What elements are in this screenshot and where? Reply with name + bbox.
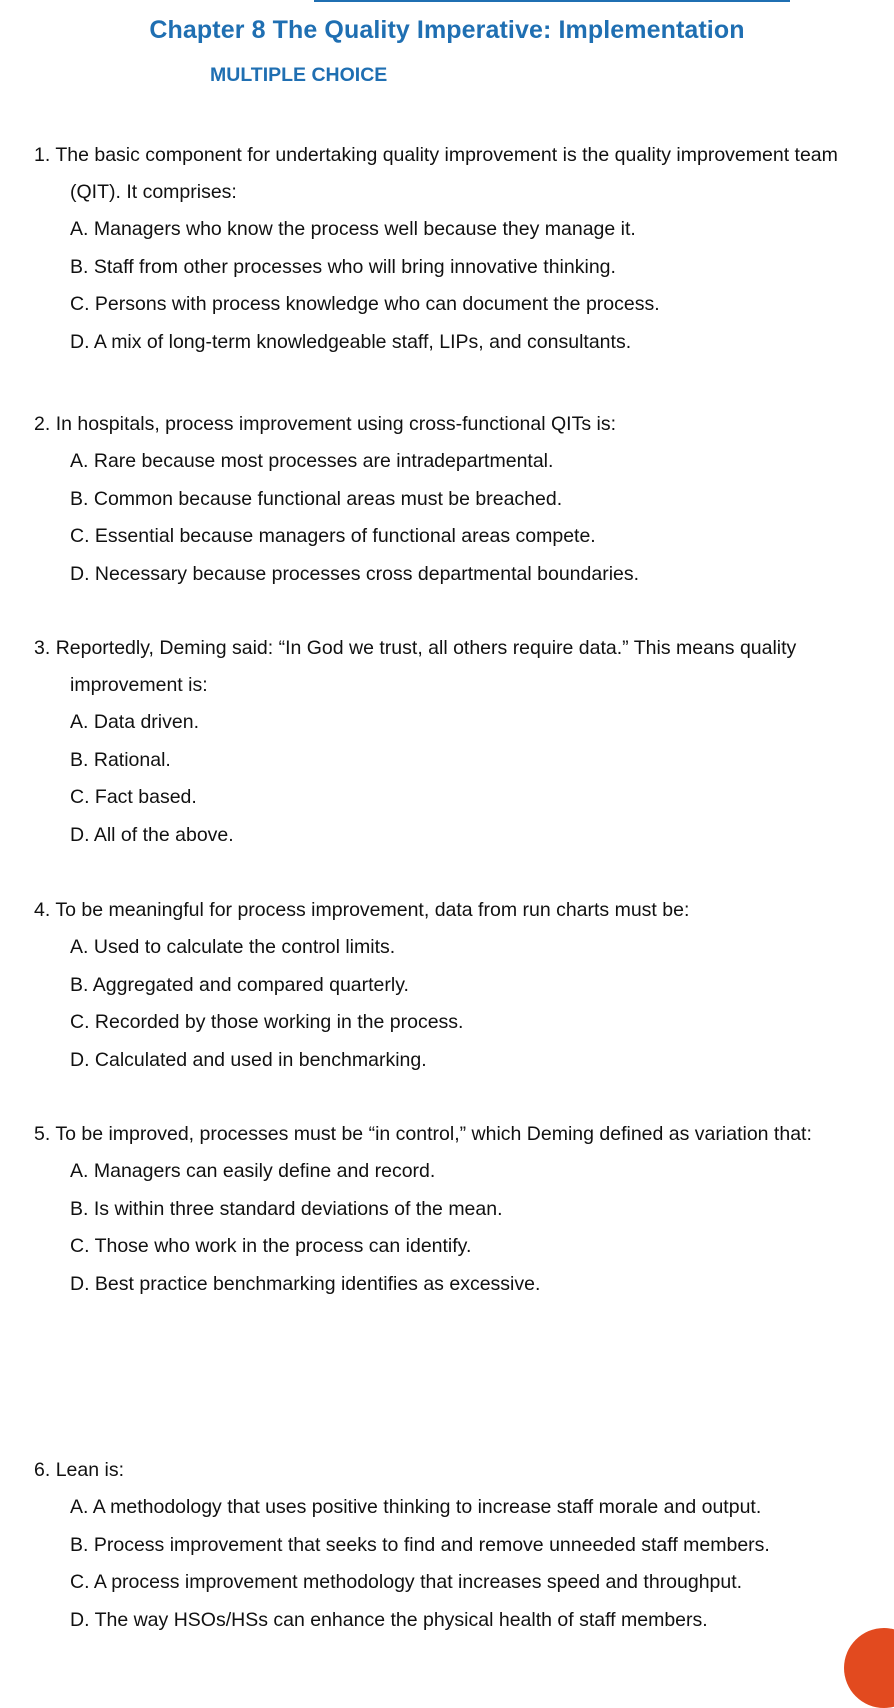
option-d [0,556,894,594]
question-3 [0,630,894,854]
option-text: Fact based. [94,786,197,808]
option-b [0,481,894,519]
option-letter: C. [70,1235,90,1257]
option-a [0,1153,894,1191]
option-text: Managers can easily define and record. [93,1160,436,1182]
question-5 [0,1116,894,1303]
option-letter: B. [70,973,89,996]
option-c [0,1564,894,1602]
option-text: Calculated and used in benchmarking. [94,1048,427,1071]
option-letter: D. [70,1608,90,1631]
option-letter: A. [70,450,89,472]
option-d [0,1042,894,1080]
option-letter: B. [70,487,89,510]
option-letter: D. [70,562,90,585]
option-b [0,742,894,780]
question-text: In hospitals, process improvement using cross-functional QITs is: [55,413,616,435]
option-letter: C. [70,293,90,315]
option-text: Rare because most processes are intradepartmental. [93,450,554,472]
option-text: Persons with process knowledge who can document the process. [94,293,660,315]
option-c [0,1228,894,1266]
option-d [0,1266,894,1304]
option-text: Essential because managers of functional areas compete. [94,525,596,547]
option-text: Rational. [93,748,171,771]
top-rule [314,0,790,2]
option-text: Best practice benchmarking identifies as excessive. [94,1272,541,1295]
question-stem [0,630,890,704]
option-text: Aggregated and compared quarterly. [92,973,409,996]
option-letter: A. [70,218,89,240]
option-b [0,1527,894,1565]
question-number: 3. [34,637,51,659]
option-b [0,249,894,287]
option-text: Process improvement that seeks to find and remove unneeded staff members. [93,1533,770,1556]
option-letter: B. [70,255,89,278]
question-stem [0,406,890,443]
question-number: 1. [34,144,51,166]
option-a [0,211,894,249]
question-1 [0,137,894,361]
option-text: A methodology that uses positive thinking to increase staff morale and output. [92,1496,762,1518]
option-c [0,1004,894,1042]
option-d [0,1602,894,1640]
option-letter: A. [70,1160,89,1182]
question-text: Reportedly, Deming said: “In God we trust, all others require data.” This means quality improvement is: [55,637,797,696]
question-4 [0,892,894,1079]
question-text: To be meaningful for process improvement, data from run charts must be: [55,899,690,921]
option-a [0,704,894,742]
option-text: A process improvement methodology that increases speed and throughput. [93,1571,743,1593]
option-c [0,518,894,556]
option-b [0,967,894,1005]
option-text: Managers who know the process well because they manage it. [93,218,636,240]
question-stem [0,137,890,211]
option-letter: A. [70,1496,89,1518]
option-text: The way HSOs/HSs can enhance the physical health of staff members. [94,1608,708,1631]
option-d [0,817,894,855]
question-number: 5. [34,1123,51,1145]
question-stem [0,1452,890,1489]
option-b [0,1191,894,1229]
chapter-title: Chapter 8 The Quality Imperative: Implementation [149,16,745,44]
question-stem [0,892,890,929]
option-letter: A. [70,711,89,733]
option-letter: C. [70,525,90,547]
option-letter: C. [70,1571,90,1593]
question-text: Lean is: [55,1459,124,1481]
option-letter: B. [70,1197,89,1220]
option-text: Data driven. [93,711,199,733]
option-text: All of the above. [93,823,234,846]
option-letter: C. [70,1011,90,1033]
option-text: Recorded by those working in the process. [94,1011,464,1033]
question-6 [0,1452,894,1639]
option-text: Used to calculate the control limits. [93,936,396,958]
option-text: Is within three standard deviations of the mean. [93,1197,503,1220]
option-letter: B. [70,1533,89,1556]
option-letter: B. [70,748,89,771]
option-letter: A. [70,936,89,958]
option-letter: D. [70,330,90,353]
question-text: To be improved, processes must be “in control,” which Deming defined as variation that: [55,1123,812,1145]
option-a [0,1489,894,1527]
question-text: The basic component for undertaking quality improvement is the quality improvement team (QIT). It comprises: [55,144,838,203]
question-stem [0,1116,890,1153]
option-text: Necessary because processes cross departmental boundaries. [94,562,640,585]
question-number: 4. [34,899,51,921]
question-2 [0,406,894,593]
option-letter: C. [70,786,90,808]
option-d [0,324,894,362]
option-text: Common because functional areas must be breached. [93,487,563,510]
option-c [0,286,894,324]
question-number: 2. [34,413,51,435]
option-letter: D. [70,1048,90,1071]
option-text: A mix of long-term knowledgeable staff, LIPs, and consultants. [93,330,632,353]
section-title: MULTIPLE CHOICE [210,64,388,86]
option-letter: D. [70,823,90,846]
option-a [0,929,894,967]
option-text: Those who work in the process can identify. [94,1235,472,1257]
option-c [0,779,894,817]
option-letter: D. [70,1272,90,1295]
question-number: 6. [34,1459,51,1481]
floating-action-button[interactable] [844,1628,894,1708]
option-a [0,443,894,481]
option-text: Staff from other processes who will bring innovative thinking. [93,255,616,278]
